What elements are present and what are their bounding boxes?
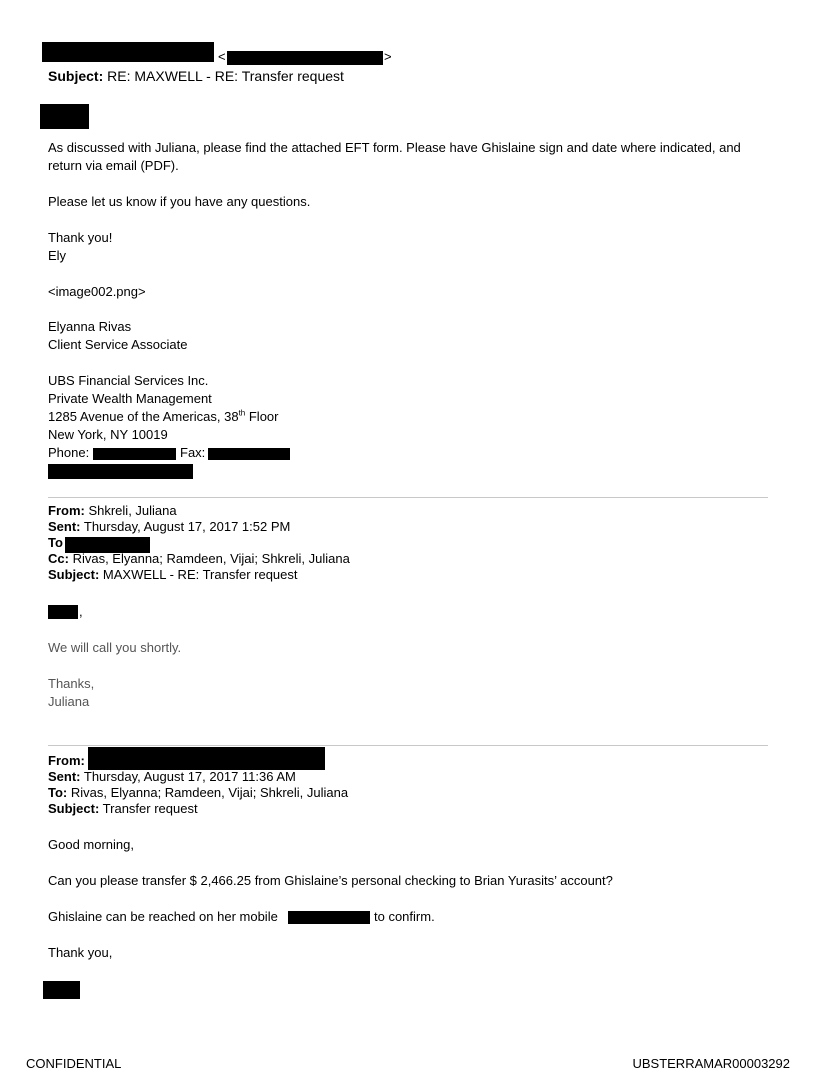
msg1-line1: As discussed with Juliana, please find the attached EFT form. Please have Ghislaine sign and date where indicated, and xyxy=(48,140,741,155)
signature-city: New York, NY 10019 xyxy=(48,427,168,442)
address-text: 1285 Avenue of the Americas, 38 xyxy=(48,409,239,424)
cc-label: Cc: xyxy=(48,551,69,566)
msg3-mobile-pre: Ghislaine can be reached on her mobile xyxy=(48,909,278,924)
redacted-email-line xyxy=(48,464,193,479)
sent-label: Sent: xyxy=(48,519,81,534)
msg1-line2: return via email (PDF). xyxy=(48,158,179,173)
redacted-sender-email xyxy=(227,51,383,65)
top-subject-line xyxy=(48,67,344,85)
msg2-body: We will call you shortly. xyxy=(48,640,182,655)
redacted-from xyxy=(88,747,325,770)
from-value: Shkreli, Juliana xyxy=(84,503,177,518)
redacted-greeting-2 xyxy=(48,605,78,619)
footer-confidential: CONFIDENTIAL xyxy=(26,1056,122,1071)
subject-label: Subject: xyxy=(48,567,100,582)
signature-address xyxy=(48,408,278,426)
redacted-sender-name xyxy=(42,42,214,62)
msg3-thanks: Thank you, xyxy=(48,945,113,960)
sent-label: Sent: xyxy=(48,769,81,784)
signature-title: Client Service Associate xyxy=(48,337,188,352)
redacted-fax xyxy=(208,448,290,460)
signature-name: Elyanna Rivas xyxy=(48,319,132,334)
msg2-thanks: Thanks, xyxy=(48,676,95,691)
redacted-mobile xyxy=(288,911,370,924)
to-value: Rivas, Elyanna; Ramdeen, Vijai; Shkreli, Juliana xyxy=(67,785,349,800)
angle-open: < xyxy=(218,49,226,64)
subject-label: Subject: xyxy=(48,801,100,816)
footer-bates-number: UBSTERRAMAR00003292 xyxy=(632,1056,790,1071)
msg1-line3: Please let us know if you have any questions. xyxy=(48,194,311,209)
sent-value: Thursday, August 17, 2017 11:36 AM xyxy=(80,769,296,784)
fax-label: Fax: xyxy=(180,445,206,460)
to-label: To: xyxy=(48,785,68,800)
msg3-from-label: From: xyxy=(48,753,85,768)
msg2-subject xyxy=(48,566,298,584)
redacted-signature xyxy=(43,981,80,999)
angle-close: > xyxy=(384,49,392,64)
msg3-greeting: Good morning, xyxy=(48,837,134,852)
address-floor: Floor xyxy=(245,409,279,424)
cc-value: Rivas, Elyanna; Ramdeen, Vijai; Shkreli, Juliana xyxy=(68,551,350,566)
msg1-name-short: Ely xyxy=(48,248,67,263)
msg2-sent xyxy=(48,518,290,536)
subject-value: RE: MAXWELL - RE: Transfer request xyxy=(103,68,344,84)
divider-1 xyxy=(48,497,768,498)
sent-value: Thursday, August 17, 2017 1:52 PM xyxy=(80,519,291,534)
from-label: From: xyxy=(48,503,85,518)
address-superscript: th xyxy=(238,408,246,418)
divider-2 xyxy=(48,745,768,746)
signature-company: UBS Financial Services Inc. xyxy=(48,373,209,388)
msg1-thanks: Thank you! xyxy=(48,230,113,245)
phone-label: Phone: xyxy=(48,445,90,460)
msg3-mobile-post: to confirm. xyxy=(374,909,435,924)
msg1-image-ref: <image002.png> xyxy=(48,284,146,299)
subject-label: Subject: xyxy=(48,68,104,84)
msg3-request: Can you please transfer $ 2,466.25 from Ghislaine’s personal checking to Brian Yurasits’ account? xyxy=(48,873,613,888)
greeting-comma: , xyxy=(79,604,83,619)
msg3-subject xyxy=(48,800,198,818)
redacted-phone xyxy=(93,448,176,460)
msg2-to-label: To xyxy=(48,535,63,550)
msg2-name: Juliana xyxy=(48,694,90,709)
subject-value: MAXWELL - RE: Transfer request xyxy=(99,567,298,582)
redacted-greeting xyxy=(40,104,89,129)
subject-value: Transfer request xyxy=(99,801,198,816)
signature-division: Private Wealth Management xyxy=(48,391,212,406)
